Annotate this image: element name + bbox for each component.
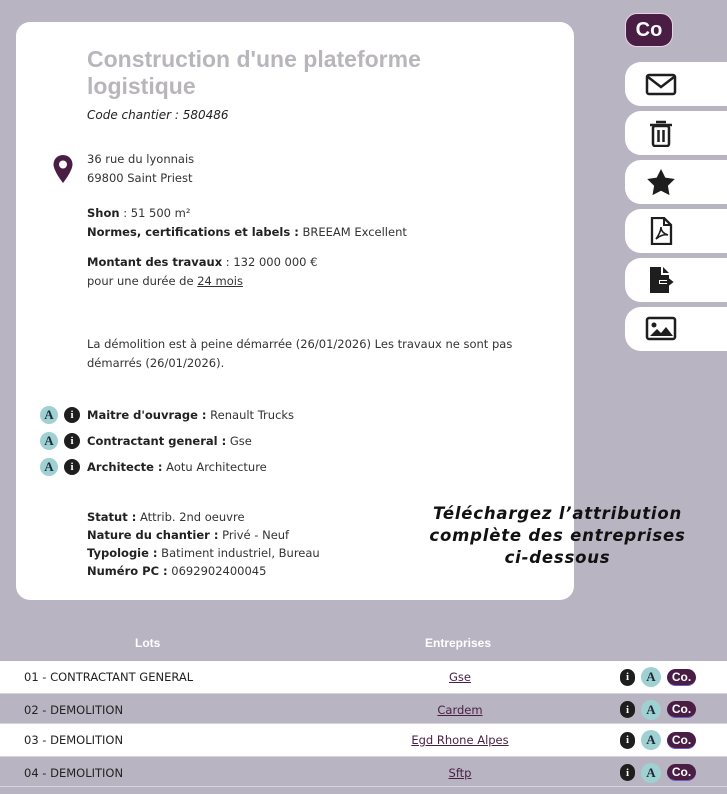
map-pin-icon [52,154,74,184]
typologie-label: Typologie : [87,546,158,560]
table-row [0,661,727,693]
image-icon [645,315,677,343]
trash-icon [645,119,677,147]
actor-label: Contractant general : [87,434,227,448]
a-badge-icon[interactable]: A [40,432,58,450]
pc-value: 0692902400045 [167,564,267,578]
info-icon[interactable]: i [64,407,80,423]
lot-name: 03 - DEMOLITION [24,733,124,747]
project-description: La démolition est à peine démarrée (26/01/2026) Les travaux ne sont pas démarrés (26/01/2026). [87,337,513,370]
address [87,150,194,188]
table-row [0,724,727,756]
shon-value: : 51 500 m² [119,206,191,220]
export-icon [645,266,677,294]
download-promo-text: Téléchargez l’attribution complète des entreprises ci-dessous [429,504,686,567]
favorite-button[interactable] [625,160,727,204]
info-icon[interactable]: i [64,433,80,449]
a-badge-icon[interactable]: A [641,700,661,720]
a-badge-icon[interactable]: A [641,763,661,783]
duree-value: 24 mois [197,274,243,288]
co-badge-button[interactable]: Co. [667,701,696,718]
shon-label: Shon [87,206,120,220]
lot-name: 02 - DEMOLITION [24,702,124,717]
info-icon[interactable]: i [620,764,635,781]
entreprise-link[interactable]: Cardem [437,702,483,717]
image-button[interactable] [625,307,727,351]
lot-name: 01 - CONTRACTANT GENERAL [24,670,194,684]
project-details [87,508,320,580]
star-icon [645,168,677,196]
pdf-icon [645,217,677,245]
typologie-value: Batiment industriel, Bureau [157,546,320,560]
co-logo-button[interactable]: Co [625,13,673,47]
nature-value: Privé - Neuf [218,528,290,542]
nature-label: Nature du chantier : [87,528,219,542]
entreprise-link[interactable]: Gse [449,670,471,684]
entreprise-link[interactable]: Egd Rhone Alpes [411,733,509,747]
a-badge-icon[interactable]: A [641,730,661,750]
normes-value: BREEAM Excellent [298,225,407,239]
entreprise-link[interactable]: Sftp [448,765,472,780]
lot-name: 04 - DEMOLITION [24,765,124,780]
pc-label: Numéro PC : [87,564,168,578]
statut-value: Attrib. 2nd oeuvre [136,510,245,524]
actors-list [40,402,294,480]
actor-label: Architecte : [87,460,163,474]
actor-row [40,402,294,428]
montant-label: Montant des travaux [87,255,223,269]
table-row [0,693,727,725]
address-city: 69800 Saint Priest [87,171,193,185]
export-button[interactable] [625,258,727,302]
project-code: Code chantier : 580486 [87,108,229,122]
a-badge-icon[interactable]: A [641,667,661,687]
header-entreprises: Entreprises [425,636,492,650]
actor-value: Gse [226,434,252,448]
project-title: Construction d'une plateforme logistique [87,46,421,99]
actor-row [40,428,294,454]
a-badge-icon[interactable]: A [40,406,58,424]
duree-prefix: pour une durée de [87,274,198,288]
header-lots: Lots [135,636,161,650]
envelope-icon [645,70,677,98]
actor-value: Aotu Architecture [162,460,267,474]
table-row [0,756,727,788]
email-button[interactable] [625,62,727,106]
table-header [0,626,727,661]
lots-table [0,626,727,787]
montant-value: : 132 000 000 € [222,255,318,269]
actor-value: Renault Trucks [206,408,295,422]
info-icon[interactable]: i [620,701,635,718]
actor-label: Maitre d'ouvrage : [87,408,207,422]
pdf-button[interactable] [625,209,727,253]
delete-button[interactable] [625,111,727,155]
budget [87,253,317,291]
co-badge-button[interactable]: Co. [667,669,696,686]
info-icon[interactable]: i [620,732,635,749]
co-badge-button[interactable]: Co. [667,764,696,781]
specs [87,204,407,242]
address-street: 36 rue du lyonnais [87,152,195,166]
info-icon[interactable]: i [64,459,80,475]
normes-label: Normes, certifications et labels : [87,225,299,239]
co-badge-button[interactable]: Co. [667,732,696,749]
a-badge-icon[interactable]: A [40,458,58,476]
actor-row [40,454,294,480]
info-icon[interactable]: i [620,669,635,686]
statut-label: Statut : [87,510,137,524]
